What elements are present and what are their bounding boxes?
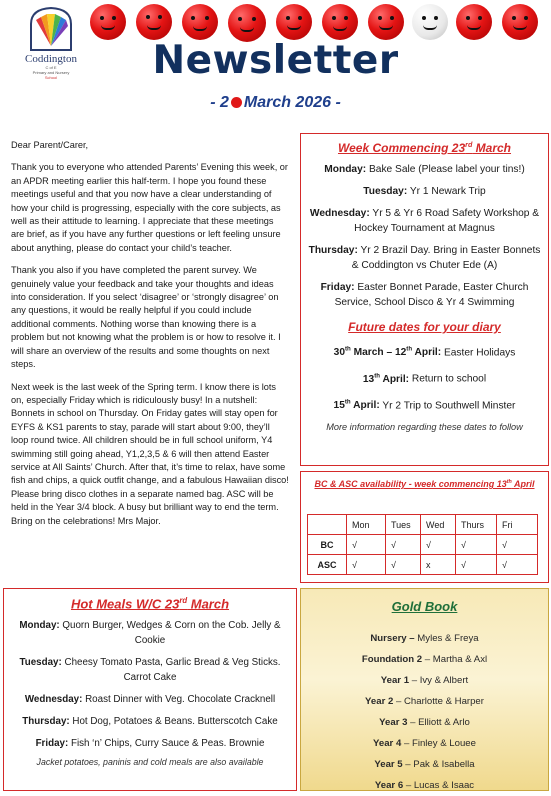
availability-table: [307, 514, 538, 575]
week-item-thursday: Thursday: Yr 2 Brazil Day. Bring in Easter Bonnets & Coddington vs Chuter Ede (A): [308, 245, 541, 271]
column-header: Thurs: [456, 515, 497, 535]
table-cell: √: [456, 535, 497, 555]
list-item: Year 2 – Charlotte & Harper: [365, 696, 484, 707]
menu-item-thursday: Thursday: Hot Dog, Potatoes & Beans. Butterscotch Cake: [22, 716, 278, 728]
red-nose-icon: [90, 4, 126, 40]
week-commencing-box: [300, 133, 549, 466]
table-cell: √: [386, 555, 421, 575]
letter-greeting: Dear Parent/Carer,: [11, 140, 89, 150]
letter-paragraph: Thank you to everyone who attended Parents’ Evening this week, or an APDR meeting earlier this half-term. I hope you found these meetings useful and that you now have a clear understanding of how your child is progressing, especially with the core subjects, as well as their attitude to learning. I appreciate that these meetings are brief, as if you have any further questions or left feeling unsure about anything, please do contact your child’s teacher.: [11, 162, 288, 253]
school-name: Coddington: [25, 53, 77, 65]
hot-meals-heading: Hot Meals W/C 23rd March: [70, 596, 230, 612]
menu-item-wednesday: Wednesday: Roast Dinner with Veg. Chocolate Cracknell: [24, 694, 276, 706]
red-nose-icon: [456, 4, 492, 40]
table-cell: √: [386, 535, 421, 555]
gold-book-heading: Gold Book: [391, 599, 458, 614]
letter-paragraph: Next week is the last week of the Spring term. I know there is lots on, especially Friday which is ridiculously busy! In a nutshell: Bonnets in school on Thursday. On Friday gates will stay open for EYFS & KS1 parents to stay, parade will start about 9:00, they’ll loop round twice. All children should be in full school uniform, Y4 swimming still going ahead, Y1,2,3,5 & 6 will then attend Easter service at All Saints’ Church. After that, it’s time to relax, have some fish and chips, a quick outfit change, and a fabulous Hawaiian disco! Please bring disco clothes in a separate named bag. ASC will be held in the Year 3/4 block. A busy but brilliant way to end the term. Bring on the celebrations! Mrs Major.: [11, 381, 289, 526]
gold-book-list: [301, 628, 548, 796]
table-cell: √: [456, 555, 497, 575]
week-item-friday: Friday: Easter Bonnet Parade, Easter Church Service, School Disco & Yr 4 Swimming: [320, 282, 529, 308]
list-item: Year 4 – Finley & Louee: [373, 738, 476, 749]
menu-item-tuesday: Tuesday: Cheesy Tomato Pasta, Garlic Bread & Veg Sticks. Carrot Cake: [19, 657, 281, 684]
date-prefix: - 2: [210, 94, 229, 111]
white-nose-icon: [412, 4, 448, 40]
week-item-monday: Monday: Bake Sale (Please label your tins!): [324, 164, 525, 175]
menu-item-monday: Monday: Quorn Burger, Wedges & Corn on the Cob. Jelly & Cookie: [19, 620, 281, 647]
table-cell: √: [347, 555, 386, 575]
table-cell: √: [347, 535, 386, 555]
week-heading: Week Commencing 23rd March: [337, 140, 512, 155]
red-nose-icon: [228, 4, 266, 42]
hot-meals-box: [3, 588, 297, 791]
future-date-item: 13th April: Return to school: [362, 372, 487, 385]
table-corner-cell: [308, 515, 347, 535]
row-header: ASC: [308, 555, 347, 575]
red-nose-icon: [322, 4, 358, 40]
table-header-row: [308, 515, 538, 535]
menu-item-friday: Friday: Fish ‘n’ Chips, Curry Sauce & Peas. Brownie: [35, 738, 265, 750]
table-row: [308, 555, 538, 575]
list-item: Year 3 – Elliott & Arlo: [379, 717, 470, 728]
hot-meals-note: Jacket potatoes, paninis and cold meals are also available: [36, 757, 264, 768]
page-title: Newsletter: [152, 38, 399, 83]
bc-asc-heading: BC & ASC availability - week commencing 13th April: [314, 479, 535, 489]
letter-paragraph: Thank you also if you have completed the parent survey. We genuinely value your feedback and take your thoughts and ideas into consideration. If you select ‘disagree’ or ‘strongly disagree’ on any questions, it would be really helpful if you could include additional comments. Nothing worse than knowing there is a problem but not knowing what the problem is or how to resolve it. I will share an overview of the results and some thoughts on next steps.: [11, 265, 281, 370]
column-header: Fri: [497, 515, 538, 535]
list-item: Nursery – Myles & Freya: [370, 633, 479, 644]
table-cell: √: [497, 555, 538, 575]
future-dates-heading: Future dates for your diary: [348, 320, 501, 334]
bc-asc-availability-box: [300, 471, 549, 583]
gold-book-box: [300, 588, 549, 791]
date-suffix: March 2026 -: [243, 94, 341, 111]
table-cell: x: [421, 555, 456, 575]
week-item-wednesday: Wednesday: Yr 5 & Yr 6 Road Safety Workshop & Hockey Tournament at Magnus: [309, 208, 540, 234]
red-nose-icon: [502, 4, 538, 40]
column-header: Mon: [347, 515, 386, 535]
red-nose-icon: [368, 4, 404, 40]
list-item: Year 5 – Pak & Isabella: [374, 759, 475, 770]
school-subtitle: C of E: [45, 65, 57, 70]
table-cell: √: [497, 535, 538, 555]
list-item: Year 6 – Lucas & Isaac: [374, 780, 475, 791]
row-header: BC: [308, 535, 347, 555]
table-cell: √: [421, 535, 456, 555]
red-nose-icon: [136, 4, 172, 40]
school-subtitle-2: Primary and Nursery: [32, 70, 70, 75]
school-tagline: School: [44, 75, 58, 80]
column-header: Wed: [421, 515, 456, 535]
list-item: Foundation 2 – Martha & Axl: [361, 654, 488, 665]
future-date-item: 30th March – 12th April: Easter Holidays: [333, 346, 516, 359]
week-item-tuesday: Tuesday: Yr 1 Newark Trip: [363, 186, 486, 197]
newsletter-date: [0, 94, 551, 112]
red-nose-icon: [182, 4, 218, 40]
red-nose-icon: [276, 4, 312, 40]
table-row: [308, 535, 538, 555]
list-item: Year 1 – Ivy & Albert: [380, 675, 469, 686]
red-nose-dot-icon: [231, 97, 242, 108]
head-teacher-letter: [11, 139, 289, 537]
column-header: Tues: [386, 515, 421, 535]
future-date-item: 15th April: Yr 2 Trip to Southwell Minster: [333, 398, 516, 412]
future-dates-note: More information regarding these dates to follow: [326, 422, 523, 433]
